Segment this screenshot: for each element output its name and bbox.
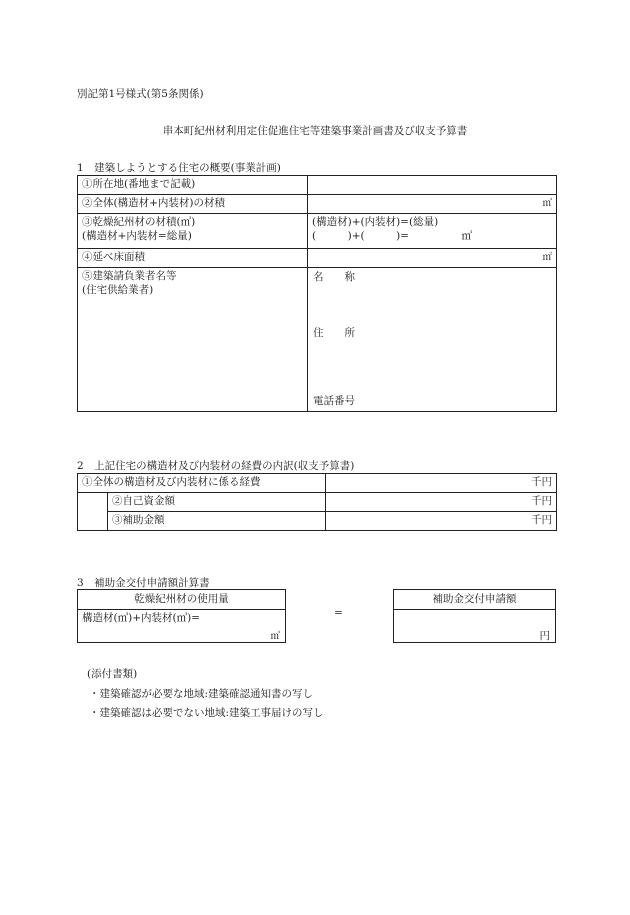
floor-area-field[interactable]	[308, 249, 557, 268]
page-title: 串本町紀州材利用定住促進住宅等建築事業計画書及び収支予算書	[162, 125, 468, 137]
budget-row-total-field[interactable]	[326, 474, 557, 493]
section3-heading: 3 補助金交付申請額計算書	[77, 577, 210, 589]
budget-row-self-label: ②自己資金額	[108, 493, 326, 512]
subsidy-box	[393, 589, 556, 643]
contractor-label-line2: (住宅供給業者)	[82, 284, 154, 296]
dry-volume-label-line2: (構造材+内装材=総量)	[82, 230, 192, 242]
budget-row-subsidy-field[interactable]	[326, 512, 557, 531]
dry-formula-line1: (構造材)+(内装材)=(総量)	[312, 216, 439, 228]
attachments-heading: (添付書類)	[87, 668, 138, 680]
location-field[interactable]	[308, 176, 557, 195]
usage-box-title: 乾燥紀州材の使用量	[78, 590, 285, 610]
dry-volume-label	[78, 214, 308, 249]
dry-volume-label-line1: ③乾燥紀州材の材積(㎥)	[82, 216, 196, 228]
equals-sign: =	[334, 607, 343, 619]
attachment-item: ・建築確認が必要な地域:建築確認通知書の写し	[89, 688, 314, 700]
subsidy-box-unit: 円	[539, 630, 550, 642]
usage-box-unit: ㎥	[270, 631, 280, 642]
contractor-field[interactable]	[308, 268, 557, 412]
section1-heading: 1 建築しようとする住宅の概要(事業計画)	[77, 162, 281, 174]
total-volume-field[interactable]	[308, 195, 557, 214]
contractor-address-label: 住 所	[313, 327, 355, 339]
budget-indent-cell	[78, 493, 108, 531]
project-plan-table	[77, 175, 557, 412]
section2-heading: 2 上記住宅の構造材及び内装材の経費の内訳(収支予算書)	[77, 460, 355, 472]
dry-volume-field[interactable]	[308, 214, 557, 249]
budget-row-self-field[interactable]	[326, 493, 557, 512]
budget-row-subsidy-label: ③補助金額	[108, 512, 326, 531]
contractor-name-label: 名 称	[313, 271, 355, 283]
usage-box	[77, 589, 286, 643]
budget-row-total-label: ①全体の構造材及び内装材に係る経費	[78, 474, 326, 493]
dry-formula-line2: ( )+( )= ㎥	[312, 230, 472, 242]
contractor-phone-label: 電話番号	[313, 395, 355, 407]
form-number: 別記第1号様式(第5条関係)	[77, 88, 204, 100]
contractor-label-line1: ⑤建築請負業者名等	[82, 270, 177, 282]
subsidy-box-title: 補助金交付申請額	[394, 590, 555, 610]
contractor-label	[78, 268, 308, 412]
budget-row-subsidy-unit: 千円	[531, 514, 552, 526]
location-label: ①所在地(番地まで記載)	[78, 176, 308, 195]
budget-row-self-unit: 千円	[531, 495, 552, 507]
floor-area-unit: ㎡	[542, 252, 552, 263]
usage-box-formula: 構造材(㎥)+内装材(㎥)=	[82, 612, 200, 624]
total-volume-unit: ㎥	[542, 198, 552, 209]
total-volume-label: ②全体(構造材+内装材)の材積	[78, 195, 308, 214]
attachment-item: ・建築確認は必要でない地域:建築工事届けの写し	[89, 707, 324, 719]
budget-row-total-unit: 千円	[531, 476, 552, 488]
budget-table	[77, 473, 557, 531]
floor-area-label: ④延べ床面積	[78, 249, 308, 268]
